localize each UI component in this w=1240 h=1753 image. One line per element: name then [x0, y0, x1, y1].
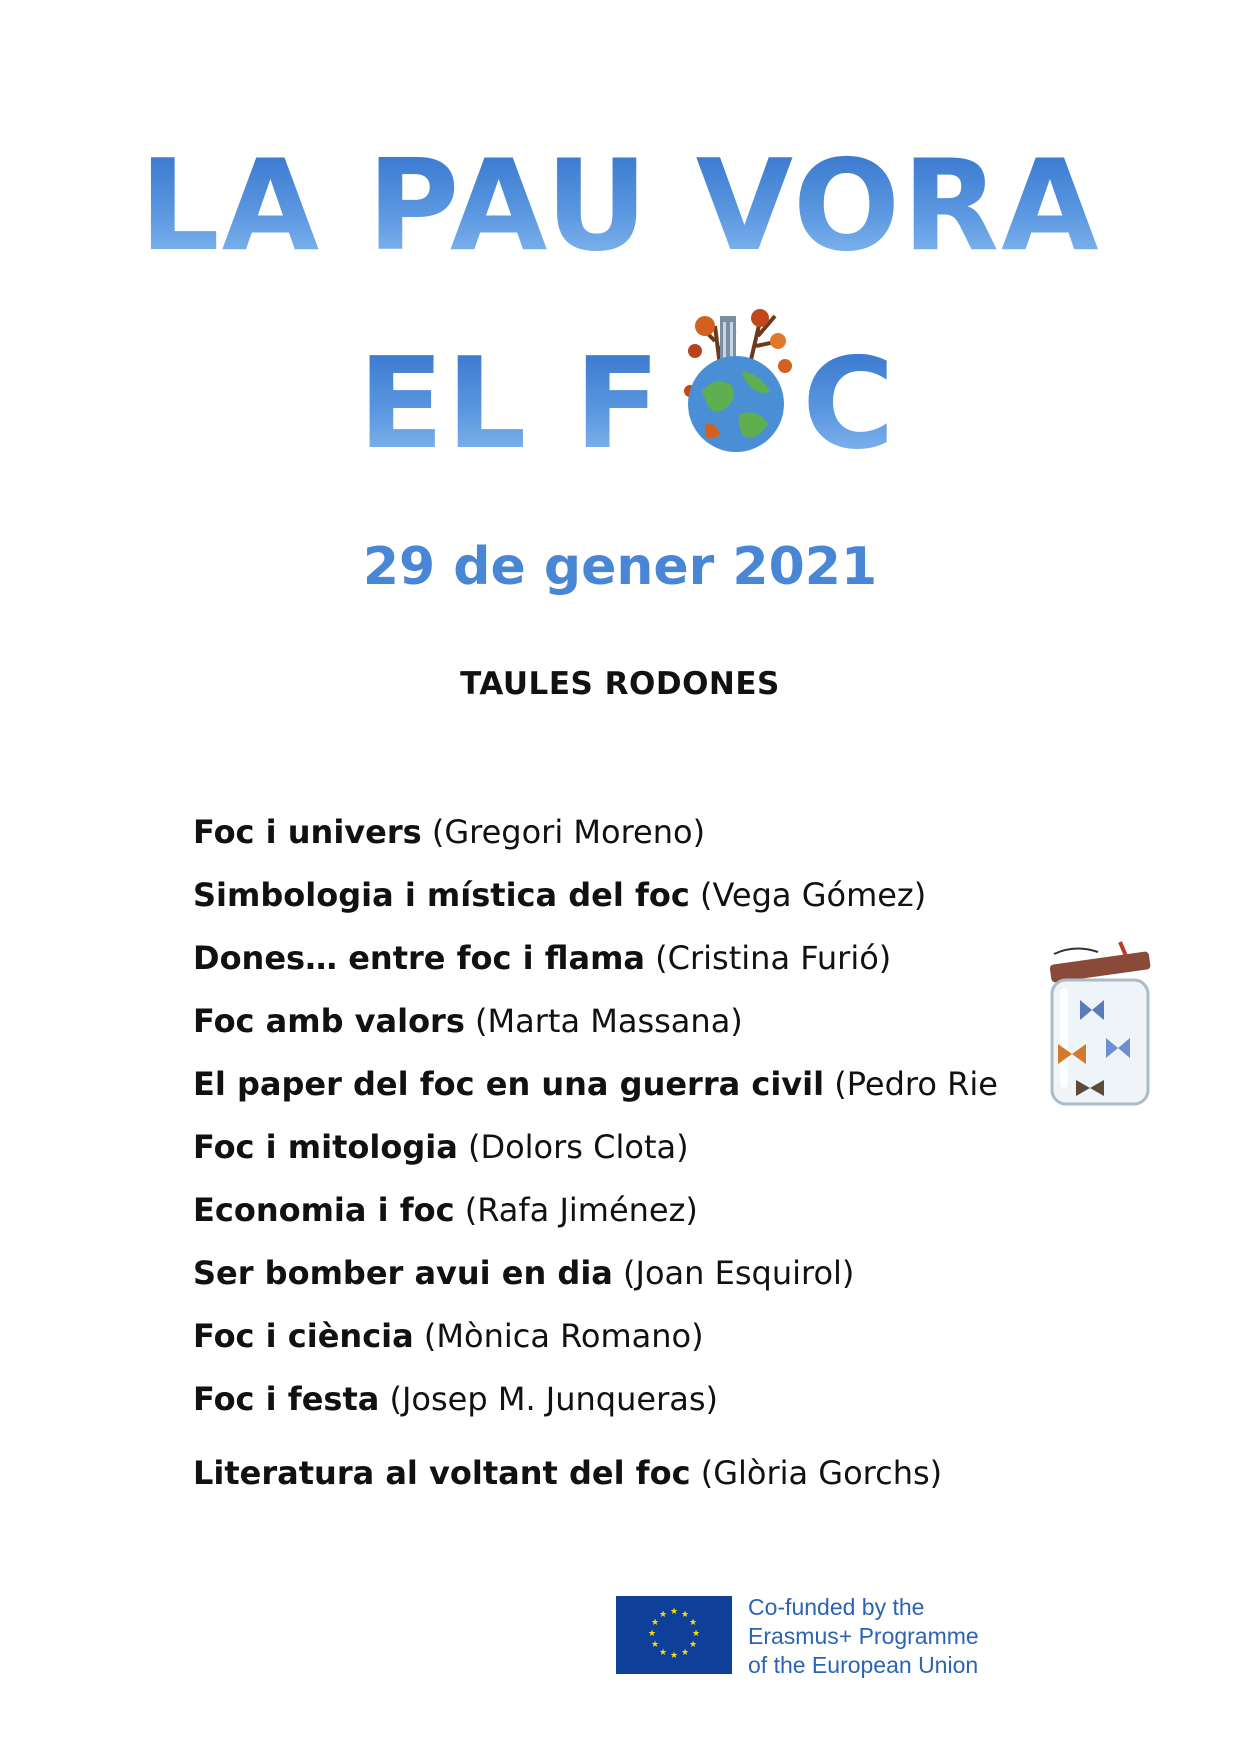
talk-title: Foc i mitologia	[193, 1128, 458, 1166]
list-item	[193, 1123, 1013, 1186]
talk-title: Simbologia i mística del foc	[193, 876, 690, 914]
list-item	[193, 1186, 1013, 1249]
section-heading: TAULES RODONES	[460, 666, 780, 702]
svg-text:★: ★	[669, 1607, 679, 1617]
talk-title: Dones… entre foc i flama	[193, 939, 645, 977]
talk-title: Foc i univers	[193, 813, 422, 851]
list-item	[193, 997, 1013, 1060]
talk-speaker: (Joan Esquirol)	[623, 1254, 855, 1292]
talk-speaker: (Gregori Moreno)	[431, 813, 706, 851]
talk-speaker: (Pedro Rie	[834, 1065, 998, 1103]
svg-text:★: ★	[650, 1640, 660, 1650]
globe-with-trees-icon	[660, 296, 810, 456]
svg-text:★: ★	[658, 1610, 668, 1620]
talk-title: Economia i foc	[193, 1191, 455, 1229]
svg-text:★: ★	[688, 1640, 698, 1650]
title-line-1: LA PAU VORA	[0, 132, 1240, 279]
talk-speaker: (Dolors Clota)	[467, 1128, 689, 1166]
talk-title: Foc i ciència	[193, 1317, 414, 1355]
talk-title: Ser bomber avui en dia	[193, 1254, 613, 1292]
title-line-2-end: C	[802, 330, 897, 477]
svg-text:★: ★	[688, 1618, 698, 1628]
butterfly-jar-logo	[1040, 936, 1160, 1112]
talk-speaker: (Rafa Jiménez)	[464, 1191, 698, 1229]
list-item	[193, 934, 1013, 997]
event-date: 29 de gener 2021	[362, 537, 878, 597]
list-item	[193, 1312, 1013, 1375]
list-item	[193, 808, 1013, 871]
svg-text:★: ★	[680, 1610, 690, 1620]
funding-statement	[748, 1593, 979, 1680]
list-item	[193, 1449, 1013, 1512]
talk-speaker: (Vega Gómez)	[700, 876, 927, 914]
talk-speaker: (Glòria Gorchs)	[700, 1454, 943, 1492]
eu-flag-icon	[616, 1596, 732, 1674]
talk-title: Foc i festa	[193, 1380, 380, 1418]
talk-speaker: (Cristina Furió)	[655, 939, 892, 977]
svg-text:★: ★	[658, 1648, 668, 1658]
list-item	[193, 871, 1013, 934]
svg-text:★: ★	[647, 1629, 657, 1639]
svg-text:★: ★	[669, 1651, 679, 1661]
svg-text:★: ★	[680, 1648, 690, 1658]
funding-line-1: Co-funded by the	[748, 1594, 925, 1620]
talk-speaker: (Marta Massana)	[475, 1002, 743, 1040]
funding-line-3: of the European Union	[748, 1652, 979, 1678]
talk-title: El paper del foc en una guerra civil	[193, 1065, 825, 1103]
list-item	[193, 1375, 1013, 1438]
title-line-2	[358, 330, 897, 477]
svg-text:★: ★	[691, 1629, 701, 1639]
talk-title: Literatura al voltant del foc	[193, 1454, 691, 1492]
svg-text:★: ★	[650, 1618, 660, 1628]
talk-speaker: (Mònica Romano)	[423, 1317, 704, 1355]
list-item	[193, 1249, 1013, 1312]
funding-line-2: Erasmus+ Programme	[748, 1623, 979, 1649]
title-line-2-start: EL F	[358, 330, 663, 477]
talk-title: Foc amb valors	[193, 1002, 465, 1040]
talk-speaker: (Josep M. Junqueras)	[389, 1380, 718, 1418]
talk-list	[193, 808, 1013, 1512]
list-item	[193, 1060, 1013, 1123]
